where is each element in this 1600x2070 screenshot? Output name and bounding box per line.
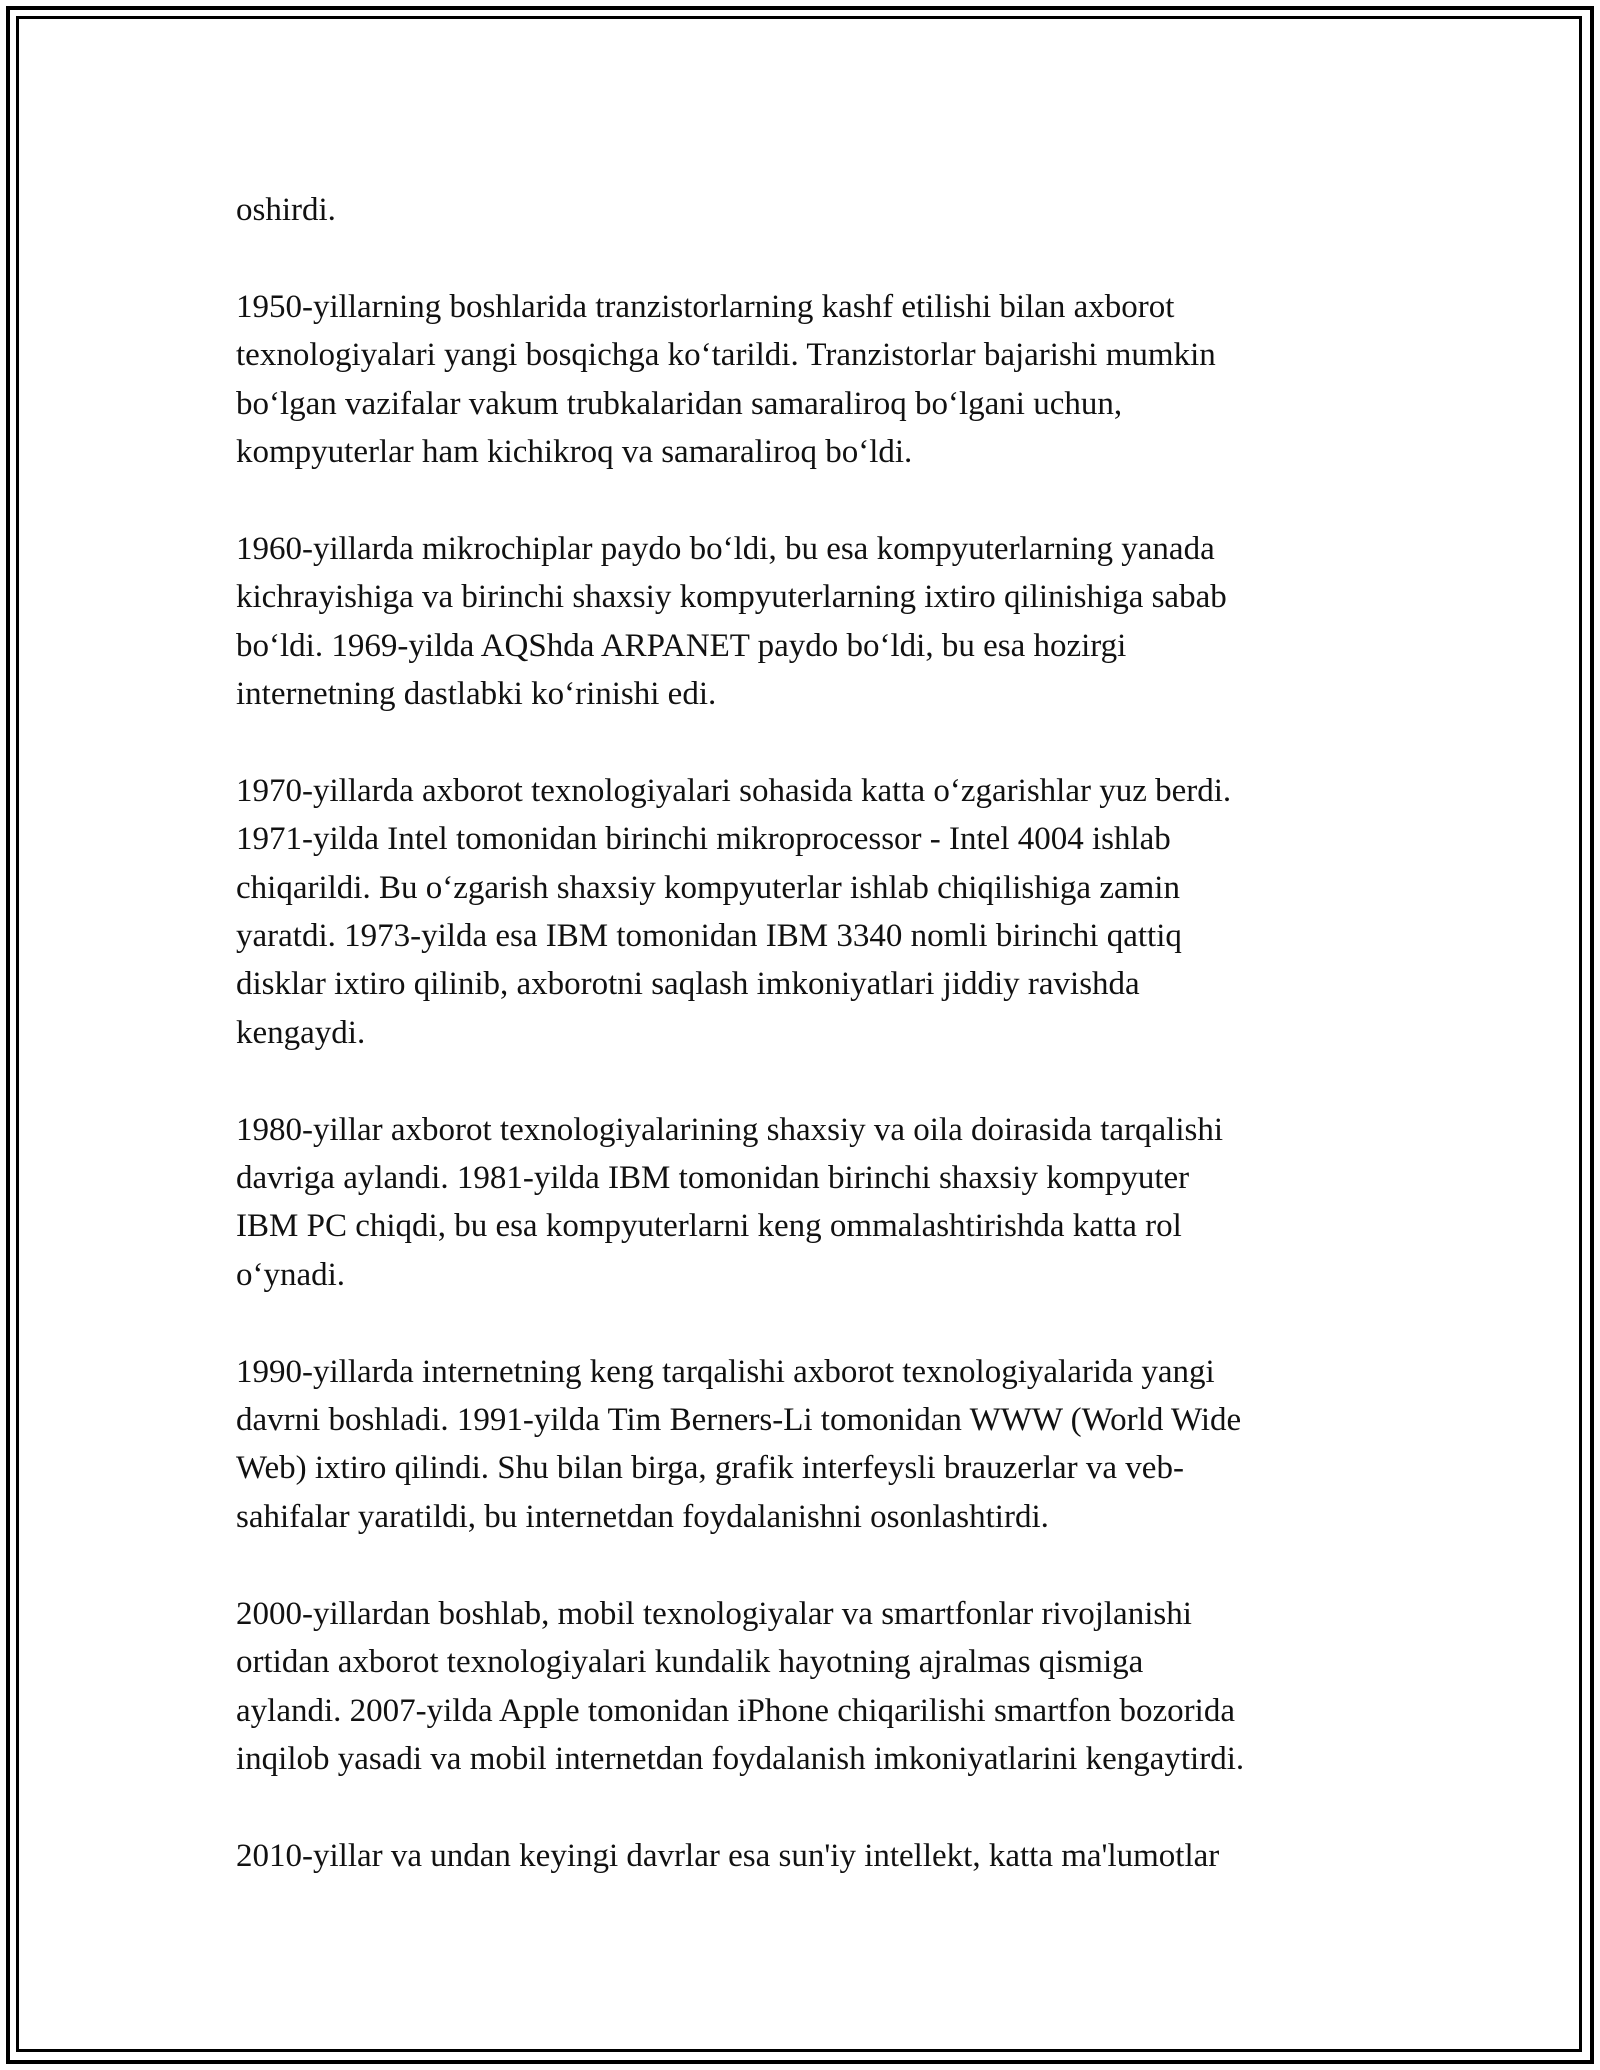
document-body: [236, 186, 1376, 1929]
paragraph-1960s: 1960-yillarda mikrochiplar paydo boʻldi, bu esa kompyuterlarning yanada kichrayishiga va birinchi shaxsiy kompyuterlarning ixtiro qilinishiga sabab boʻldi. 1969-yilda AQShda ARPANET paydo boʻldi, bu esa hozirgi internetning dastlabki koʻrinishi edi.: [236, 530, 1227, 713]
paragraph-2010s: 2010-yillar va undan keyingi davrlar esa sun'iy intellekt, katta ma'lumotlar: [236, 1837, 1220, 1874]
paragraph-1970s: 1970-yillarda axborot texnologiyalari sohasida katta oʻzgarishlar yuz berdi. 1971-yilda Intel tomonidan birinchi mikroprocessor - Intel 4004 ishlab chiqarildi. Bu oʻzgarish shaxsiy kompyuterlar ishlab chiqilishiga zamin yaratdi. 1973-yilda esa IBM tomonidan IBM 3340 nomli birinchi qattiq disklar ixtiro qilinib, axborotni saqlash imkoniyatlari jiddiy ravishda kengaydi.: [236, 772, 1232, 1051]
paragraph-1950s: 1950-yillarning boshlarida tranzistorlarning kashf etilishi bilan axborot texnologiyalari yangi bosqichga koʻtarildi. Tranzistorlar bajarishi mumkin boʻlgan vazifalar vakum trubkalaridan samaraliroq boʻlgani uchun, kompyuterlar ham kichikroq va samaraliroq boʻldi.: [236, 288, 1216, 471]
paragraph-2000s: 2000-yillardan boshlab, mobil texnologiyalar va smartfonlar rivojlanishi ortidan axborot texnologiyalari kundalik hayotning ajralmas qismiga aylandi. 2007-yilda Apple tomonidan iPhone chiqarilishi smartfon bozorida inqilob yasadi va mobil internetdan foydalanish imkoniyatlarini kengaytirdi.: [236, 1595, 1245, 1777]
paragraph-1990s: 1990-yillarda internetning keng tarqalishi axborot texnologiyalarida yangi davrni boshladi. 1991-yilda Tim Berners-Li tomonidan WWW (World Wide Web) ixtiro qilindi. Shu bilan birga, grafik interfeysli brauzerlar va veb- sahifalar yaratildi, bu internetdan foydalanishni osonlashtirdi.: [236, 1353, 1242, 1535]
paragraph-1980s: 1980-yillar axborot texnologiyalarining shaxsiy va oila doirasida tarqalishi davriga aylandi. 1981-yilda IBM tomonidan birinchi shaxsiy kompyuter IBM PC chiqdi, bu esa kompyuterlarni keng ommalashtirishda katta rol oʻynadi.: [236, 1111, 1224, 1293]
paragraph-continuation: oshirdi.: [236, 192, 336, 228]
